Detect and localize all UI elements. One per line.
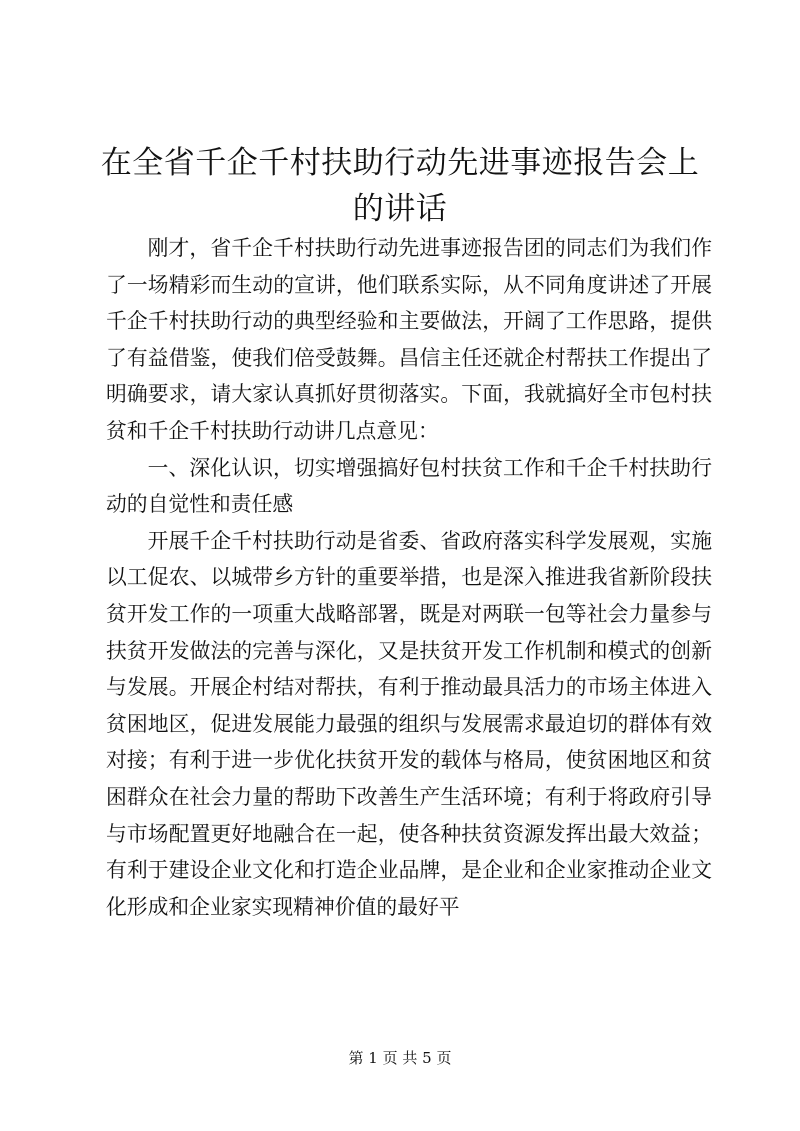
page-footer: 第 1 页 共 5 页 (348, 1049, 452, 1067)
paragraph-section-heading: 一、深化认识，切实增强搞好包村扶贫工作和千企千村扶助行动的自觉性和责任感 (106, 455, 712, 517)
document-body (106, 230, 712, 925)
page-title: 在全省千企千村扶助行动先进事迹报告会上的讲话 (100, 145, 700, 227)
paragraph-intro: 刚才，省千企千村扶助行动先进事迹报告团的同志们为我们作了一场精彩而生动的宣讲，他们联系实际，从不同角度讲述了开展千企千村扶助行动的典型经验和主要做法，开阔了工作思路，提供了有益借鉴，使我们倍受鼓舞。昌信主任还就企村帮扶工作提出了明确要求，请大家认真抓好贯彻落实。下面，我就搞好全市包村扶贫和千企千村扶助行动讲几点意见： (106, 236, 712, 443)
paragraph-main: 开展千企千村扶助行动是省委、省政府落实科学发展观，实施以工促农、以城带乡方针的重要举措，也是深入推进我省新阶段扶贫开发工作的一项重大战略部署，既是对两联一包等社会力量参与扶贫开发做法的完善与深化，又是扶贫开发工作机制和模式的创新与发展。开展企村结对帮扶，有利于推动最具活力的市场主体进入贫困地区，促进发展能力最强的组织与发展需求最迫切的群体有效对接；有利于进一步优化扶贫开发的载体与格局，使贫困地区和贫困群众在社会力量的帮助下改善生产生活环境；有利于将政府引导与市场配置更好地融合在一起，使各种扶贫资源发挥出最大效益；有利于建设企业文化和打造企业品牌，是企业和企业家推动企业文化形成和企业家实现精神价值的最好平 (106, 528, 712, 919)
